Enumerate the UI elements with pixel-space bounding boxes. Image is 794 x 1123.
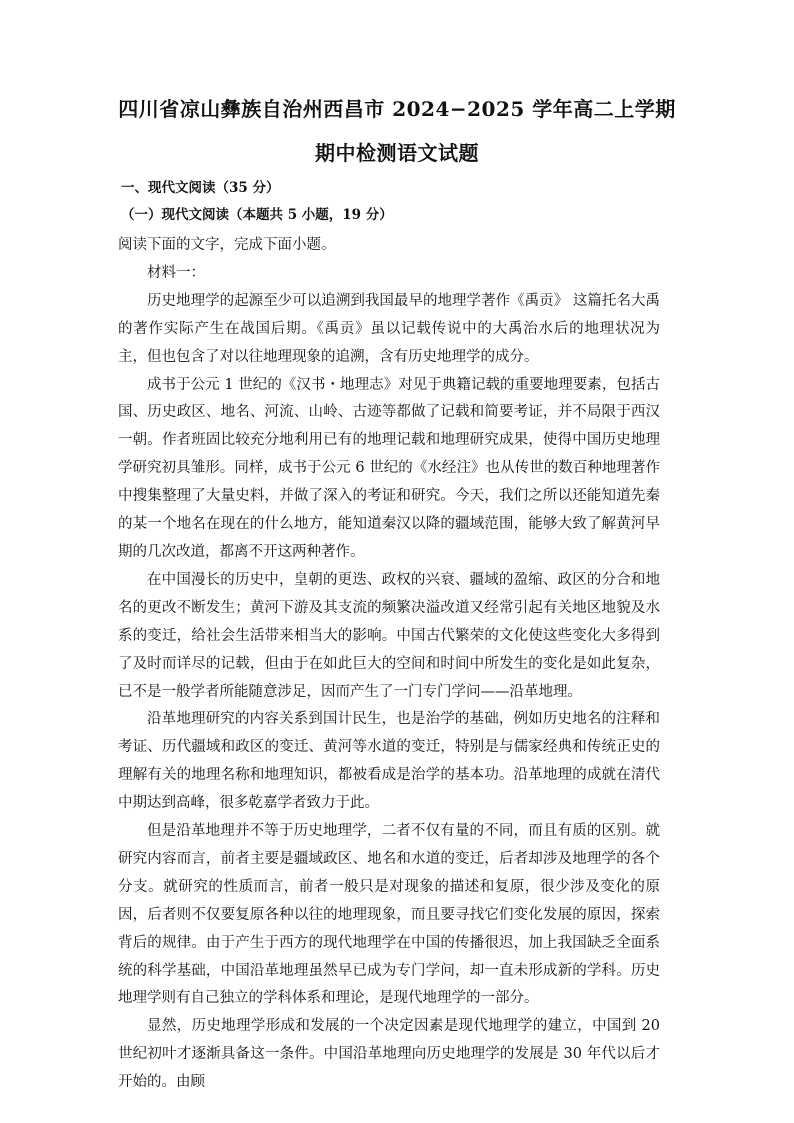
paragraph: 沿革地理研究的内容关系到国计民生，也是治学的基础，例如历史地名的注释和考证、历代疆域和政区的变迁、黄河等水道的变迁，特别是与儒家经典和传统正史的理解有关的地理名称和地理知识，都被看成是治学的基本功。沿革地理的成就在清代中期达到高峰，很多乾嘉学者致力于此。 (118, 711, 660, 812)
paragraph: 在中国漫长的历史中，皇朝的更迭、政权的兴衰、疆域的盈缩、政区的分合和地名的更改不断发生；黄河下游及其支流的频繁决溢改道又经常引起有关地区地貌及水系的变迁，给社会生活带来相当大的影响。中国古代繁荣的文化使这些变化大多得到了及时而详尽的记载，但由于在如此巨大的空间和时间中所发生的变化是如此复杂，已不是一般学者所能随意涉足，因而产生了一门专门学问——沿革地理。 (118, 571, 660, 700)
document-body (118, 232, 660, 1097)
document-title-line1: 四川省凉山彝族自治州西昌市 2024−2025 学年高二上学期 (118, 97, 676, 121)
subsection-heading: （一）现代文阅读（本题共 5 小题，19 分） (121, 207, 393, 223)
document-title-line2: 期中检测语文试题 (315, 141, 479, 165)
section-heading-modern-reading: 一、现代文阅读（35 分） (121, 180, 280, 196)
paragraph: 成书于公元 1 世纪的《汉书・地理志》对见于典籍记载的重要地理要素，包括古国、历史政区、地名、河流、山岭、古迹等都做了记载和简要考证，并不局限于西汉一朝。作者班固比较充分地利用已有的地理记载和地理研究成果，使得中国历史地理学研究初具雏形。同样，成书于公元 6 世纪的《水经注》也从传世的数百种地理著作中搜集整理了大量史料，并做了深入的考证和研究。今天，我们之所以还能知道先秦的某一个地名在现在的什么地方，能知道秦汉以降的疆域范围，能够大致了解黄河早期的几次改道，都离不开这两种著作。 (118, 376, 660, 560)
paragraph: 但是沿革地理并不等于历史地理学，二者不仅有量的不同，而且有质的区别。就研究内容而言，前者主要是疆域政区、地名和水道的变迁，后者却涉及地理学的各个分支。就研究的性质而言，前者一般只是对现象的描述和复原，很少涉及变化的原因，后者则不仅要复原各种以往的地理现象，而且要寻找它们变化发展的原因，探索背后的规律。由于产生于西方的现代地理学在中国的传播很迟，加上我国缺乏全面系统的科学基础，中国沿革地理虽然早已成为专门学问，却一直未形成新的学科。历史地理学则有自己独立的学科体系和理论，是现代地理学的一部分。 (118, 823, 660, 1007)
instruction-text: 阅读下面的文字，完成下面小题。 (118, 237, 336, 253)
paragraph: 历史地理学的起源至少可以追溯到我国最早的地理学著作《禹贡》 这篇托名大禹的著作实际产生在战国后期。《禹贡》虽以记载传说中的大禹治水后的地理状况为主，但也包含了对以往地理现象的追溯，含有历史地理学的成分。 (118, 292, 660, 365)
paragraph: 显然，历史地理学形成和发展的一个决定因素是现代地理学的建立，中国到 20 世纪初叶才逐渐具备这一条件。中国沿革地理向历史地理学的发展是 30 年代以后才开始的。由顾 (118, 1018, 660, 1091)
material-label: 材料一： (147, 264, 205, 281)
